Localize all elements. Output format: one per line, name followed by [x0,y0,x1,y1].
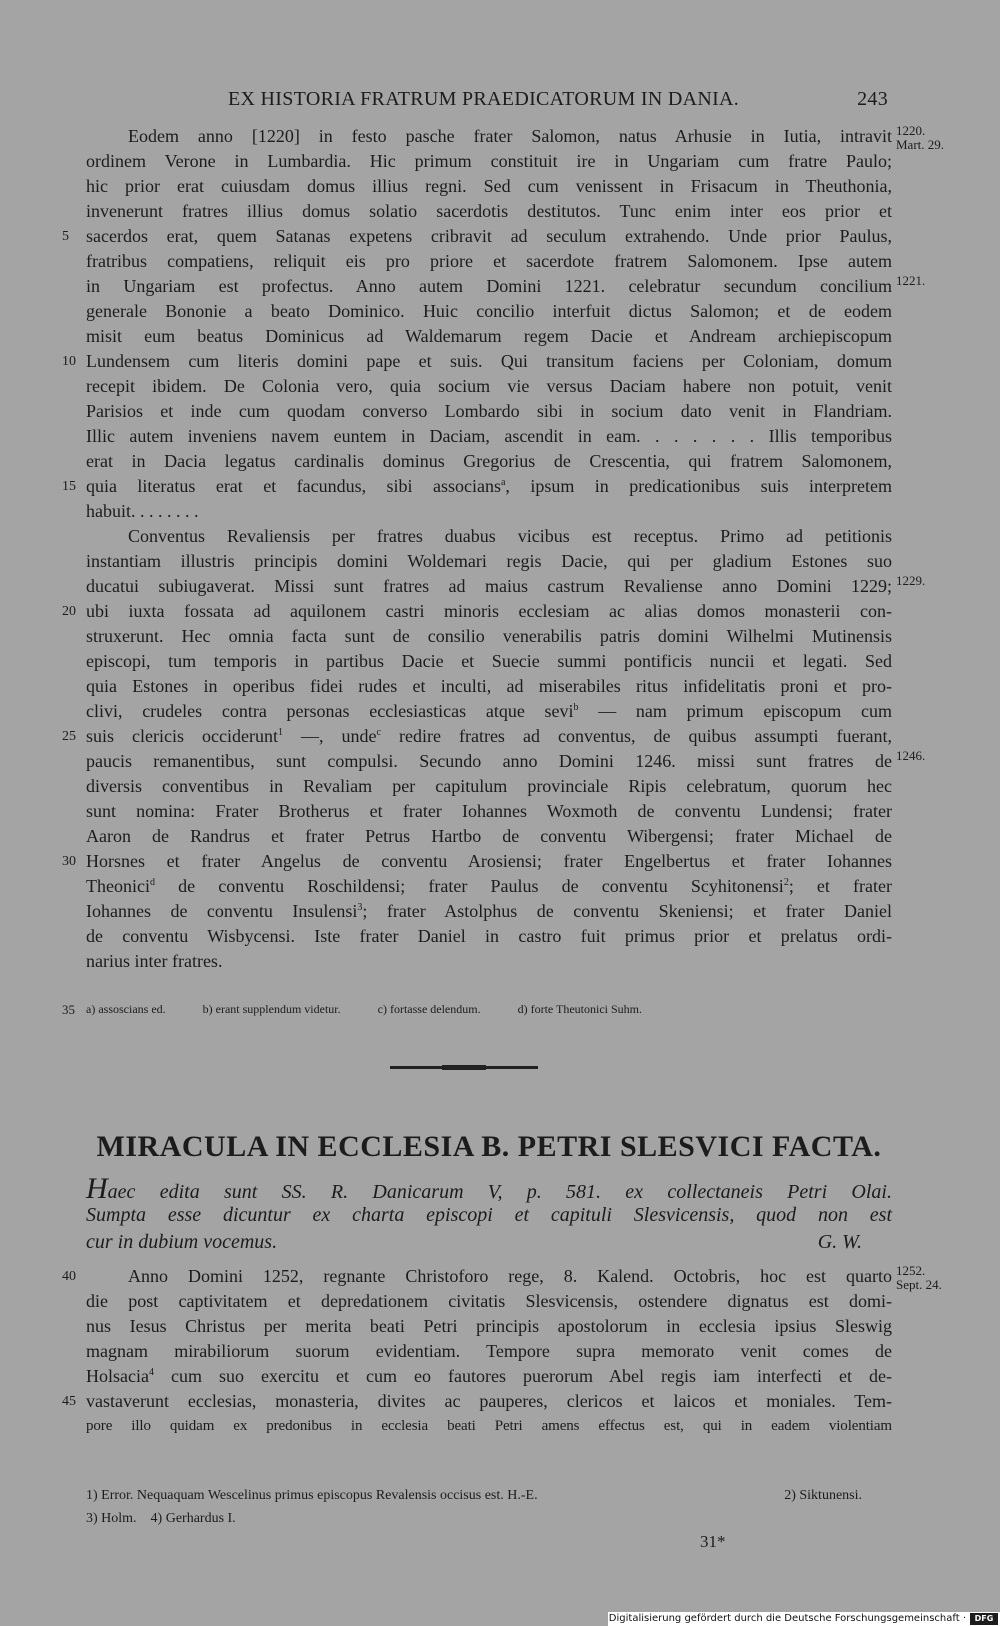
text-line: struxerunt. Hec omnia facta sunt de consilio venerabilis patris domini Wilhelmi Mutinensis [86,626,892,646]
text-line: fratribus compatiens, reliquit eis pro priore et sacerdote fratrem Salomonem. Ipse autem [86,251,892,271]
margin-date: 1221. [896,273,926,288]
text-line: diversis conventibus in Revaliam per capitulum provinciale Ripis celebratum, quorum hec [86,776,892,796]
text-line: Theonici$^d$ de conventu Roschildensi; frater Paulus de conventu Scyhitonensi$^2$; et frater [86,876,892,896]
intro-line: Sumpta esse dicuntur ex charta episcopi et capituli Slesvicensis, quod non est [86,1204,892,1226]
footnote-line: 3) Holm. 4) Gerhardus I. [86,1511,236,1526]
text-line: de conventu Wisbycensi. Iste frater Daniel in castro fuit primus prior et prelatus ordi- [86,926,892,946]
signature-mark: 31* [700,1532,726,1551]
footnote-marker: 4 [148,1367,154,1378]
line-number: 45 [62,1394,76,1409]
section-miracula-text [62,1263,942,1439]
line-number: 25 [62,729,76,744]
text-line: generale Bononie a beato Dominico. Huic concilio interfuit dictus Salomon; et de eodem [86,301,892,321]
apparatus-note: d) forte Theutonici Suhm. [517,1002,643,1016]
intro-line: cur in dubium vocemus. G. W. [86,1229,892,1256]
dfg-banner[interactable]: Digitalisierung gefördert durch die Deutsche Forschungsgemeinschaft · DFG [608,1612,1000,1626]
text-line: suis clericis occiderunt$^1$ —, unde$^c$ redire fratres ad conventus, de quibus assumpti fuerant, 25 [86,724,892,749]
margin-date: 1252. Sept. 24. [896,1263,942,1292]
text-line: recepit ibidem. De Colonia vero, quia socium vie versus Daciam habere non potuit, venit [86,376,892,396]
text-line: Holsacia$^4$ cum suo exercitu et cum eo fautores puerorum Abel regis iam interfecti et de- [86,1366,892,1386]
margin-date: 1246. [896,748,926,763]
apparatus-note: c) fortasse delendum. [377,1002,481,1016]
footnote-marker: a [500,477,506,488]
text-line: instantiam illustris principis domini Woldemari regis Dacie, qui per gladium Estones suo [86,551,892,571]
footnote-marker: 3 [357,902,363,913]
text-line: Lundensem cum literis domini pape et suis. Qui transitum faciens per Coloniam, domum 10 [86,349,892,374]
section-title: MIRACULA IN ECCLESIA B. PETRI SLESVICI FACTA. [96,1130,882,1163]
footnote-marker: b [573,702,579,713]
text-line: ubi iuxta fossata ad aquilonem castri minoris ecclesiam ac alias domos monasterii con- 20 [86,599,892,624]
text-line: sacerdos erat, quem Satanas expetens cribravit ad seculum extrahendo. Unde prior Paulus, 5 [86,224,892,249]
text-line: quia literatus erat et facundus, sibi associans$^a$, ipsum in predicationibus suis interpretem 15 [86,474,892,499]
text-line: clivi, crudeles contra personas ecclesiasticas atque sevi$^b$ — nam primum episcopum cum [86,701,892,721]
footnote-marker: 2 [783,877,789,888]
text-line: Horsnes et frater Angelus de conventu Arosiensi; frater Engelbertus et frater Iohannes 30 [86,849,892,874]
editorial-introduction [86,1172,892,1256]
text-line: Illic autem inveniens navem euntem in Daciam, ascendit in eam. . . . . . . Illis temporibus [86,426,892,446]
text-line: in Ungariam est profectus. Anno autem Domini 1221. celebratur secundum concilium 1221. [86,273,926,296]
text-line: magnam mirabiliorum suorum evidentiam. Tempore supra memorato venit comes de [86,1341,892,1361]
apparatus-note: a) assoscians ed. [86,1002,166,1016]
line-number: 10 [62,354,76,369]
line-number: 35 [62,1002,75,1017]
editor-signature: G. W. [817,1231,862,1253]
text-line: episcopi, tum temporis in partibus Dacie et Suecie summi pontificis nuncii et legati. Sed [86,651,892,671]
section-historia-text [62,123,945,974]
footnote-line: 1) Error. Nequaquam Wescelinus primus episcopus Revalensis occisus est. H.-E. 2) Siktunensi. [86,1488,862,1503]
text-line: Aaron de Randrus et frater Petrus Hartbo de conventu Wibergensi; frater Michael de [86,826,892,846]
footnote-marker: c [376,727,381,738]
line-number: 30 [62,854,76,869]
running-title: EX HISTORIA FRATRUM PRAEDICATORUM IN DANIA. [228,88,740,110]
apparatus-note: b) erant supplendum videtur. [202,1002,341,1016]
dfg-logo: DFG [970,1613,998,1625]
text-line: sunt nomina: Frater Brotherus et frater Iohannes Woxmoth de conventu Lundensi; frater [86,801,892,821]
intro-line: Haec edita sunt SS. R. Danicarum V, p. 581. ex collectaneis Petri Olai. [86,1172,892,1205]
running-header [228,88,888,116]
text-line: pore illo quidam ex predonibus in ecclesia beati Petri amens effectus est, qui in eadem violentiam [86,1418,892,1434]
text-line: habuit. . . . . . . . [86,501,199,521]
text-line: paucis remanentibus, sunt compulsi. Secundo anno Domini 1246. missi sunt fratres de 1246. [86,748,926,771]
text-line: ordinem Verone in Lumbardia. Hic primum constituit ire in Ungariam cum fratre Paulo; [86,151,892,171]
text-line: Conventus Revaliensis per fratres duabus vicibus est receptus. Primo ad petitionis [128,526,892,546]
text-line: Anno Domini 1252, regnante Christoforo rege, 8. Kalend. Octobris, hoc est quarto 40 1252. Sept. 24. [62,1263,942,1292]
footnotes [86,1484,892,1530]
text-line: misit eum beatus Dominicus ad Waldemarum regem Dacie et Andream archiepiscopum [86,326,892,346]
line-number: 5 [62,229,69,244]
line-number: 15 [62,479,76,494]
text-line: quia Estones in operibus fidei rudes et inculti, ad miserabiles ritus infidelitatis proni et pro- [86,676,892,696]
text-line: invenerunt fratres illius domus solatio sacerdotis destitutos. Tunc enim inter eos prior et [86,201,892,221]
text-line: ducatui subiugaverat. Missi sunt fratres ad maius castrum Revaliense anno Domini 1229; 1229. [86,573,926,596]
footnote-marker: 1 [277,727,283,738]
margin-date: 1229. [896,573,926,588]
footnote-marker: d [149,877,155,888]
text-line: erat in Dacia legatus cardinalis dominus Gregorius de Crescentia, qui fratrem Salomonem, [86,451,892,471]
line-number: 20 [62,604,76,619]
section-divider [390,1066,538,1069]
text-line: Iohannes de conventu Insulensi$^3$; frater Astolphus de conventu Skeniensi; et frater Daniel [86,901,892,921]
critical-apparatus [62,1002,866,1022]
text-line: Eodem anno [1220] in festo pasche frater Salomon, natus Arhusie in Iutia, intravit 1220. Mart. 29. [128,123,945,152]
text-line: die post captivitatem et depredationem civitatis Slesvicensis, ostendere dignatus est domi- [86,1291,892,1311]
text-line: Parisios et inde cum quodam converso Lombardo sibi in socium dato venit in Flandriam. [86,401,892,421]
text-line: vastaverunt ecclesias, monasteria, divites ac pauperes, clericos et laicos et moniales. Tem- 45 [86,1389,892,1414]
text-line: nus Iesus Christus per merita beati Petri principis apostolorum in ecclesia ipsius Sleswig [86,1316,892,1336]
text-line: hic prior erat cuiusdam domus illius regni. Sed cum venissent in Frisacum in Theuthonia, [86,176,892,196]
page-number: 243 [857,88,888,110]
line-number: 40 [62,1269,76,1284]
drop-cap: H [86,1172,108,1205]
margin-date: 1220. Mart. 29. [896,123,945,152]
text-line: narius inter fratres. [86,951,223,971]
